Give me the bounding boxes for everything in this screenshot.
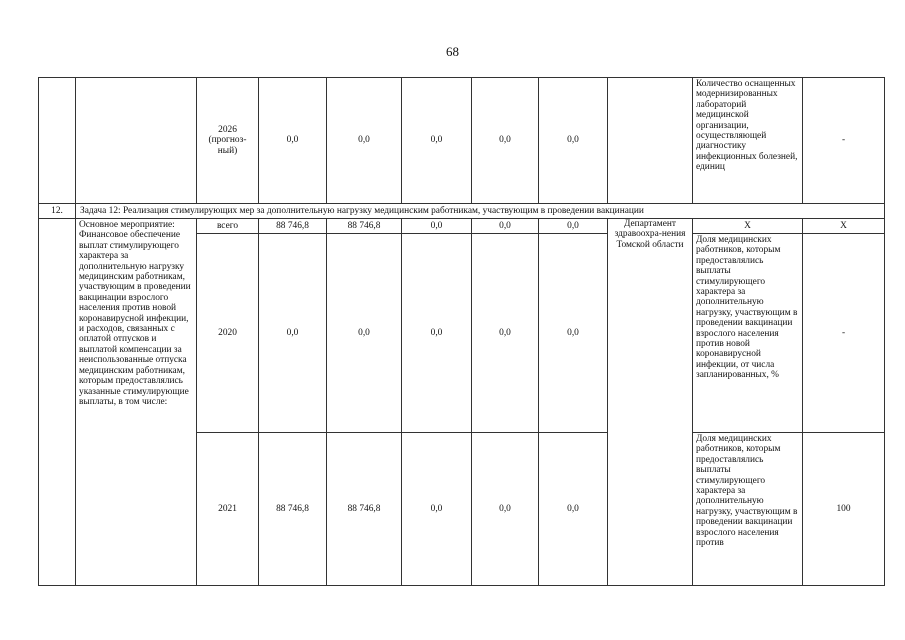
- page-number: 68: [446, 44, 459, 59]
- value-cell: 0,0: [539, 78, 608, 204]
- value-cell: 0,0: [539, 234, 608, 433]
- value-cell: 0,0: [259, 78, 327, 204]
- value-cell: 0,0: [402, 219, 472, 234]
- indicator-cell: Доля медицинских работников, которым предоставлялись выплаты стимулирующего характера за дополнительную нагрузку, участвующим в проведении вакцинации взрослого населения против новой коронавирусной инфекции, от числа запланированных, %: [693, 234, 803, 433]
- value-cell: 0,0: [472, 219, 539, 234]
- indicator-cell: Доля медицинских работников, которым предоставлялись выплаты стимулирующего характера за дополнительную нагрузку, участвующим в проведении вакцинации взрослого населения против: [693, 433, 803, 586]
- value-cell: 88 746,8: [259, 219, 327, 234]
- year-cell: 2021: [197, 433, 259, 586]
- value-cell: 0,0: [472, 433, 539, 586]
- value-cell: 88 746,8: [327, 219, 402, 234]
- activity-description: Основное мероприятие: Финансовое обеспечение выплат стимулирующего характера за дополнительную нагрузку медицинским работникам, участвующим в проведении вакцинации взрослого населения против новой коронавирусной инфекции, и расходов, связанных с оплатой отпусков и выплатой компенсации за неиспользованные отпуска медицинским работникам, которым предоставлялись указанные стимулирующие выплаты, в том числе:: [76, 219, 197, 586]
- indicator-value-cell: X: [803, 219, 885, 234]
- value-cell: 0,0: [472, 234, 539, 433]
- value-cell: 0,0: [402, 78, 472, 204]
- row-2026: [39, 78, 885, 204]
- indicator-value-cell: -: [803, 234, 885, 433]
- row-total: [39, 219, 885, 234]
- indicator-cell: X: [693, 219, 803, 234]
- empty-description-cell: [76, 78, 197, 204]
- value-cell: 0,0: [472, 78, 539, 204]
- value-cell: 0,0: [327, 234, 402, 433]
- indicator-cell: Количество оснащенных модернизированных лабораторий медицинской организации, осуществляющей диагностику инфекционных болезней, единиц: [693, 78, 803, 204]
- year-cell: всего: [197, 219, 259, 234]
- year-cell: 2020: [197, 234, 259, 433]
- value-cell: 0,0: [327, 78, 402, 204]
- program-table: [38, 77, 885, 586]
- value-cell: 0,0: [402, 433, 472, 586]
- task-row: [39, 204, 885, 219]
- value-cell: 88 746,8: [259, 433, 327, 586]
- value-cell: 0,0: [259, 234, 327, 433]
- executor-cell: Департамент здравоохра-нения Томской области: [608, 219, 693, 586]
- task-title: Задача 12: Реализация стимулирующих мер за дополнительную нагрузку медицинским работникам, участвующим в проведении вакцинации: [76, 204, 885, 219]
- value-cell: 0,0: [539, 433, 608, 586]
- indicator-value-cell: -: [803, 78, 885, 204]
- year-cell: 2026 (прогноз-ный): [197, 78, 259, 204]
- empty-number-cell: [39, 78, 76, 204]
- empty-executor-cell: [608, 78, 693, 204]
- value-cell: 88 746,8: [327, 433, 402, 586]
- value-cell: 0,0: [539, 219, 608, 234]
- indicator-value-cell: 100: [803, 433, 885, 586]
- value-cell: 0,0: [402, 234, 472, 433]
- task-number: 12.: [39, 204, 76, 219]
- empty-number-cell: [39, 219, 76, 586]
